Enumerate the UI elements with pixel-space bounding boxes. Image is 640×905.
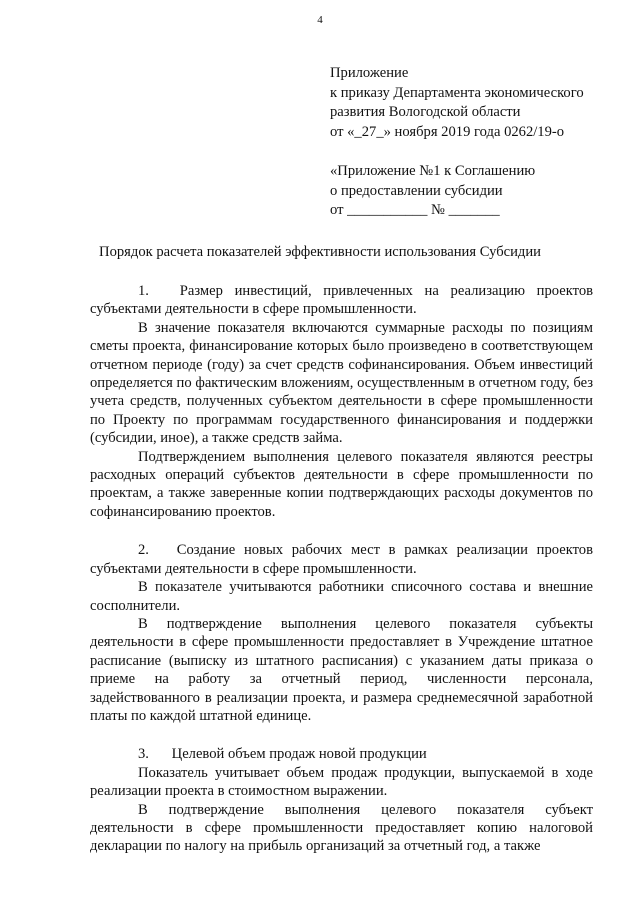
paragraph: Подтверждением выполнения целевого показателя являются реестры расходных операций субъектов деятельности в сфере промышленности по проектам, а также заверенные копии подтверждающих расходы документов по софинансированию проектов. — [90, 448, 593, 520]
document-body — [90, 282, 593, 856]
section-heading-text: Создание новых рабочих мест в рамках реализации проектов субъектами деятельности в сфере промышленности. — [90, 542, 593, 577]
paragraph: Показатель учитывает объем продаж продукции, выпускаемой в ходе реализации проекта в стоимостном выражении. — [90, 764, 593, 800]
section-number: 2. — [138, 542, 149, 559]
section-1 — [90, 282, 593, 521]
agreement-line: «Приложение №1 к Соглашению — [330, 163, 536, 179]
section-heading — [90, 745, 593, 763]
section-heading-text: Размер инвестиций, привлеченных на реализацию проектов субъектами деятельности в сфере промышленности. — [90, 283, 594, 318]
section-2 — [90, 541, 593, 725]
paragraph: В значение показателя включаются суммарные расходы по позициям сметы проекта, финансирование которых было произведено в соответствующем отчетном периоде (году) за счет средств софинансирования. Объем инвестиций определяется по фактическим вложениям, осуществленным в отчетном году, без учета средств, полученных субъектом деятельности в сфере промышленности по Проекту по программам государственного финансирования и поддержки (субсидии, иное), а также средств займа. — [90, 319, 593, 447]
spacer — [330, 142, 630, 162]
paragraph: В подтверждение выполнения целевого показателя субъект деятельности в сфере промышленности предоставляет копию налоговой декларации по налогу на прибыль организаций за отчетный год, а также — [90, 801, 593, 855]
section-heading-text: Целевой объем продаж новой продукции — [171, 746, 427, 763]
agreement-line: о предоставлении субсидии — [330, 182, 503, 199]
addendum-block — [330, 64, 630, 221]
addendum-line: Приложение — [330, 65, 409, 81]
spacer — [90, 725, 593, 745]
section-3 — [90, 745, 593, 855]
section-heading — [90, 541, 593, 578]
section-heading — [90, 282, 593, 319]
page-number: 4 — [317, 14, 323, 26]
paragraph: В показателе учитываются работники списочного состава и внешние сосполнители. — [90, 579, 593, 614]
section-number: 1. — [138, 283, 149, 299]
document-title: Порядок расчета показателей эффективности использования Субсидии — [99, 244, 541, 260]
paragraph: В подтверждение выполнения целевого показателя субъекты деятельности в сфере промышленности предоставляет в Учреждение штатное расписание (выписку из штатного расписания) с указанием даты приказа о приеме на работу за отчетный период, численности персонала, задействованного в реализации проекта, и размера среднемесячной заработной платы по каждой штатной единице. — [90, 615, 593, 724]
agreement-line: от ___________ № _______ — [330, 202, 500, 218]
addendum-line: к приказу Департамента экономического — [330, 84, 584, 101]
section-number: 3. — [138, 746, 149, 763]
addendum-line: от «_27_» ноября 2019 года 0262/19-о — [330, 123, 565, 140]
addendum-line: развития Вологодской области — [330, 104, 521, 120]
spacer — [90, 521, 593, 541]
